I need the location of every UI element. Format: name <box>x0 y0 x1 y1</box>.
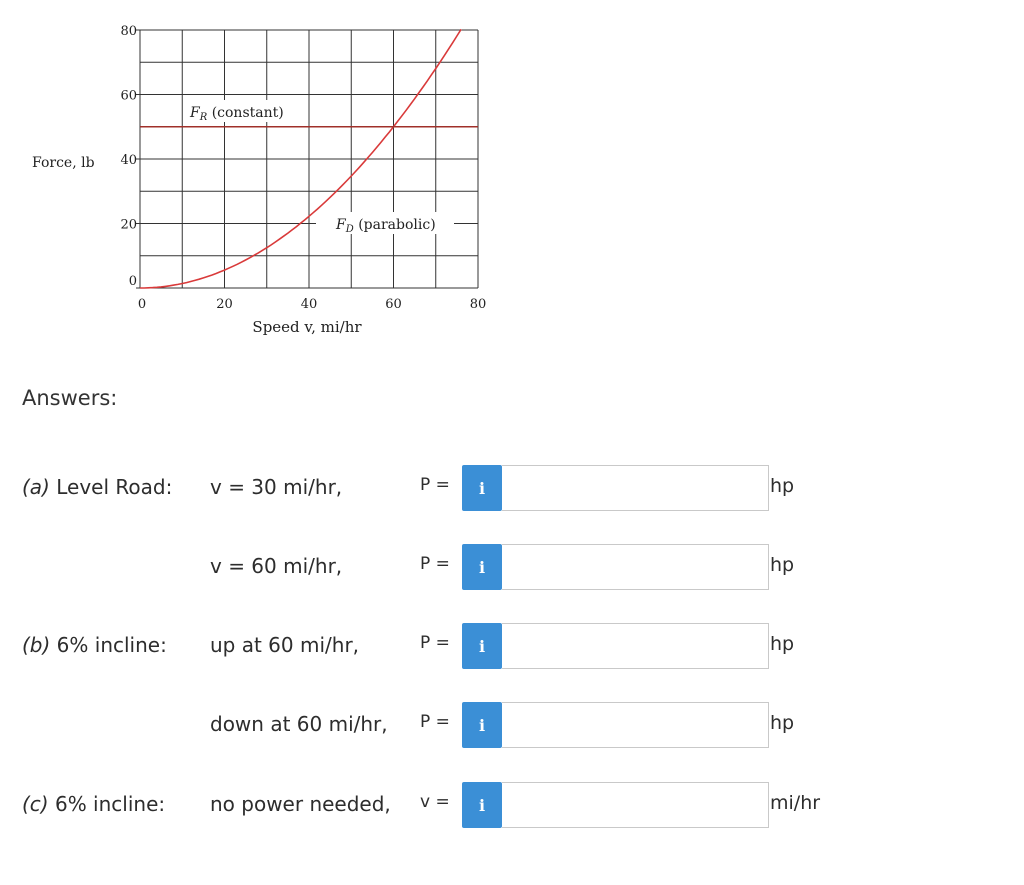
answer-input[interactable] <box>502 623 769 669</box>
x-tick-label: 0 <box>137 297 147 312</box>
x-tick-label: 80 <box>469 297 487 312</box>
part-label: (c) 6% incline: <box>22 792 166 816</box>
answer-input[interactable] <box>502 782 769 828</box>
part-label: (b) 6% incline: <box>22 633 167 657</box>
variable-label: P = <box>420 475 450 495</box>
answer-input[interactable] <box>502 465 769 511</box>
answer-row-c <box>0 780 1024 830</box>
x-tick-labels <box>138 297 486 312</box>
variable-label: P = <box>420 712 450 732</box>
x-tick-label: 40 <box>300 297 318 312</box>
answer-row-b-up <box>0 621 1024 671</box>
x-tick-label: 20 <box>216 297 233 312</box>
y-tick-labels <box>120 24 140 289</box>
answer-row-a-60 <box>0 542 1024 592</box>
y-tick-label: 80 <box>120 24 137 39</box>
info-button[interactable]: i <box>462 702 502 748</box>
unit-label: hp <box>770 554 795 576</box>
unit-label: hp <box>770 633 795 655</box>
unit-label: mi/hr <box>770 792 821 814</box>
y-tick-label: 0 <box>128 274 137 289</box>
y-axis-label: Force, lb <box>32 155 95 171</box>
force-speed-chart <box>0 0 520 350</box>
answer-row-a-30 <box>0 463 1024 513</box>
unit-label: hp <box>770 712 795 734</box>
y-tick-label: 20 <box>120 217 137 233</box>
info-button[interactable]: i <box>462 544 502 590</box>
condition-text: no power needed, <box>210 792 391 816</box>
y-tick-label: 40 <box>120 153 137 168</box>
fd-label: $F_D$ (parabolic) <box>336 217 436 235</box>
variable-label: v = <box>420 792 450 812</box>
variable-label: P = <box>420 633 450 653</box>
condition-text: v = 60 mi/hr, <box>210 554 343 578</box>
condition-text: down at 60 mi/hr, <box>210 712 388 736</box>
answers-label: Answers: <box>22 386 118 410</box>
part-label: (a) Level Road: <box>22 475 173 499</box>
info-button[interactable]: i <box>462 465 502 511</box>
chart-grid <box>140 30 478 288</box>
info-button[interactable]: i <box>462 782 502 828</box>
variable-label: P = <box>420 554 450 574</box>
answer-row-b-down <box>0 700 1024 750</box>
answer-input[interactable] <box>502 702 769 748</box>
unit-label: hp <box>770 475 795 497</box>
condition-text: up at 60 mi/hr, <box>210 633 360 657</box>
y-tick-label: 60 <box>120 88 137 104</box>
info-button[interactable]: i <box>462 623 502 669</box>
x-axis-label: Speed v, mi/hr <box>252 318 362 336</box>
condition-text: v = 30 mi/hr, <box>210 475 343 499</box>
fr-label: $F_R$ (constant) <box>190 105 284 123</box>
answer-input[interactable] <box>502 544 769 590</box>
x-tick-label: 60 <box>385 297 402 312</box>
